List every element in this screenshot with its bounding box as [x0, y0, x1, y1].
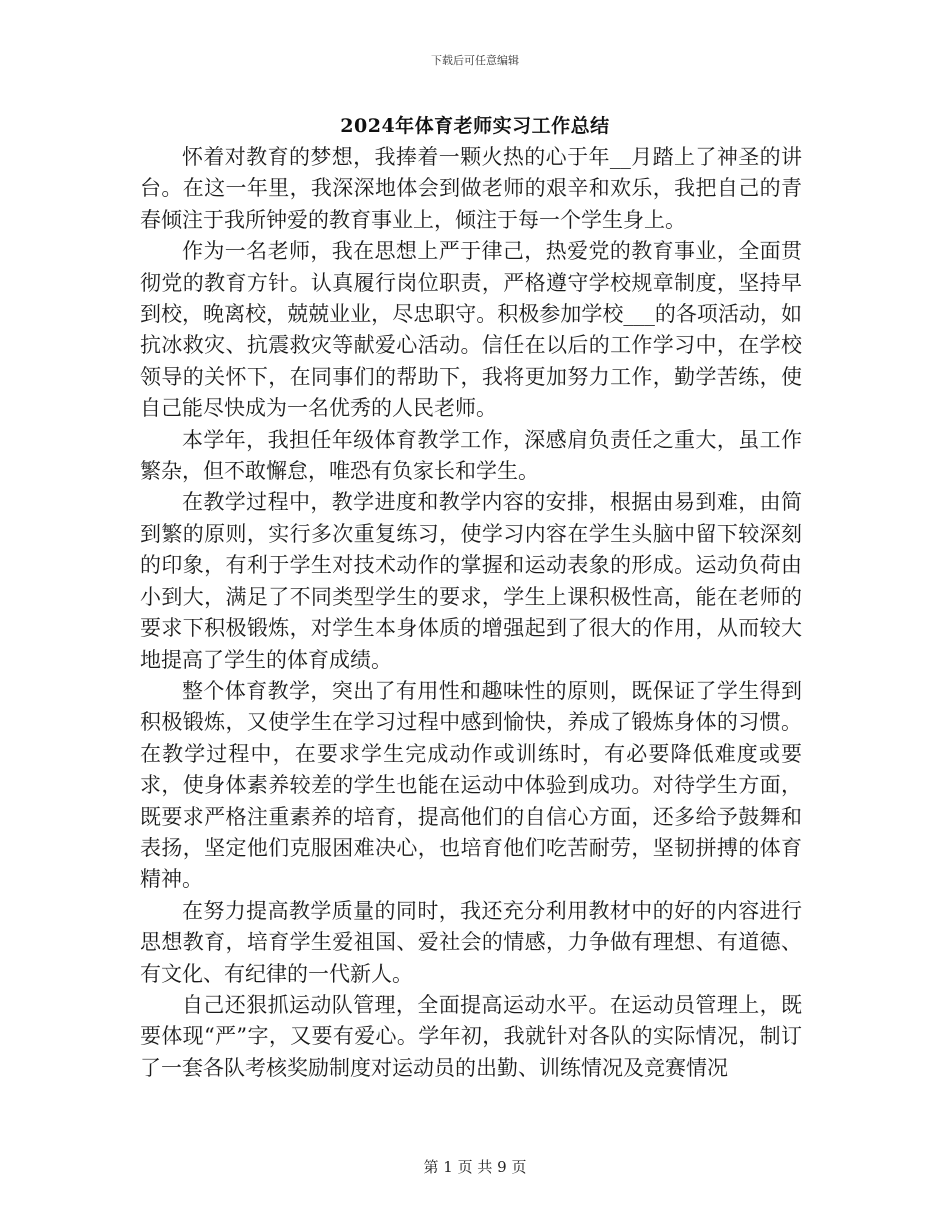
page-header-note: 下载后可任意编辑 [431, 54, 519, 67]
document-title: 2024年体育老师实习工作总结 [340, 115, 610, 137]
page-number-indicator: 第 1 页 共 9 页 [423, 1158, 527, 1176]
paragraph: 在教学过程中，教学进度和教学内容的安排，根据由易到难，由简到繁的原则，实行多次重复练习，使学习内容在学生头脑中留下较深刻的印象，有利于学生对技术动作的掌握和运动表象的形成。运动负荷由小到大，满足了不同类型学生的要求，学生上课积极性高，能在老师的要求下积极锻炼，对学生本身体质的增强起到了很大的作用，从而较大地提高了学生的体育成绩。 [140, 490, 802, 672]
paragraph: 怀着对教育的梦想，我捧着一颗火热的心于年__月踏上了神圣的讲台。在这一年里，我深深地体会到做老师的艰辛和欢乐，我把自己的青春倾注于我所钟爱的教育事业上，倾注于每一个学生身上。 [140, 145, 802, 232]
paragraph: 作为一名老师，我在思想上严于律己，热爱党的教育事业，全面贯彻党的教育方针。认真履行岗位职责，严格遵守学校规章制度，坚持早到校，晚离校，兢兢业业，尽忠职守。积极参加学校___的各项活动，如抗冰救灾、抗震救灾等献爱心活动。信任在以后的工作学习中，在学校领导的关怀下，在同事们的帮助下，我将更加努力工作，勤学苦练，使自己能尽快成为一名优秀的人民老师。 [140, 239, 802, 421]
paragraph: 自己还狠抓运动队管理，全面提高运动水平。在运动员管理上，既要体现“严”字，又要有爱心。学年初，我就针对各队的实际情况，制订了一套各队考核奖励制度对运动员的出勤、训练情况及竞赛情况 [140, 992, 802, 1080]
paragraph: 本学年，我担任年级体育教学工作，深感肩负责任之重大，虽工作繁杂，但不敢懈怠，唯恐有负家长和学生。 [140, 427, 802, 484]
document-body [140, 142, 802, 1084]
paragraph: 整个体育教学，突出了有用性和趣味性的原则，既保证了学生得到积极锻炼，又使学生在学习过程中感到愉快，养成了锻炼身体的习惯。在教学过程中，在要求学生完成动作或训练时，有必要降低难度或要求，使身体素养较差的学生也能在运动中体验到成功。对待学生方面，既要求严格注重素养的培育，提高他们的自信心方面，还多给予鼓舞和表扬，坚定他们克服困难决心，也培育他们吃苦耐劳，坚韧拼搏的体育精神。 [140, 678, 802, 892]
paragraph: 在努力提高教学质量的同时，我还充分利用教材中的好的内容进行思想教育，培育学生爱祖国、爱社会的情感，力争做有理想、有道德、有文化、有纪律的一代新人。 [140, 898, 802, 986]
